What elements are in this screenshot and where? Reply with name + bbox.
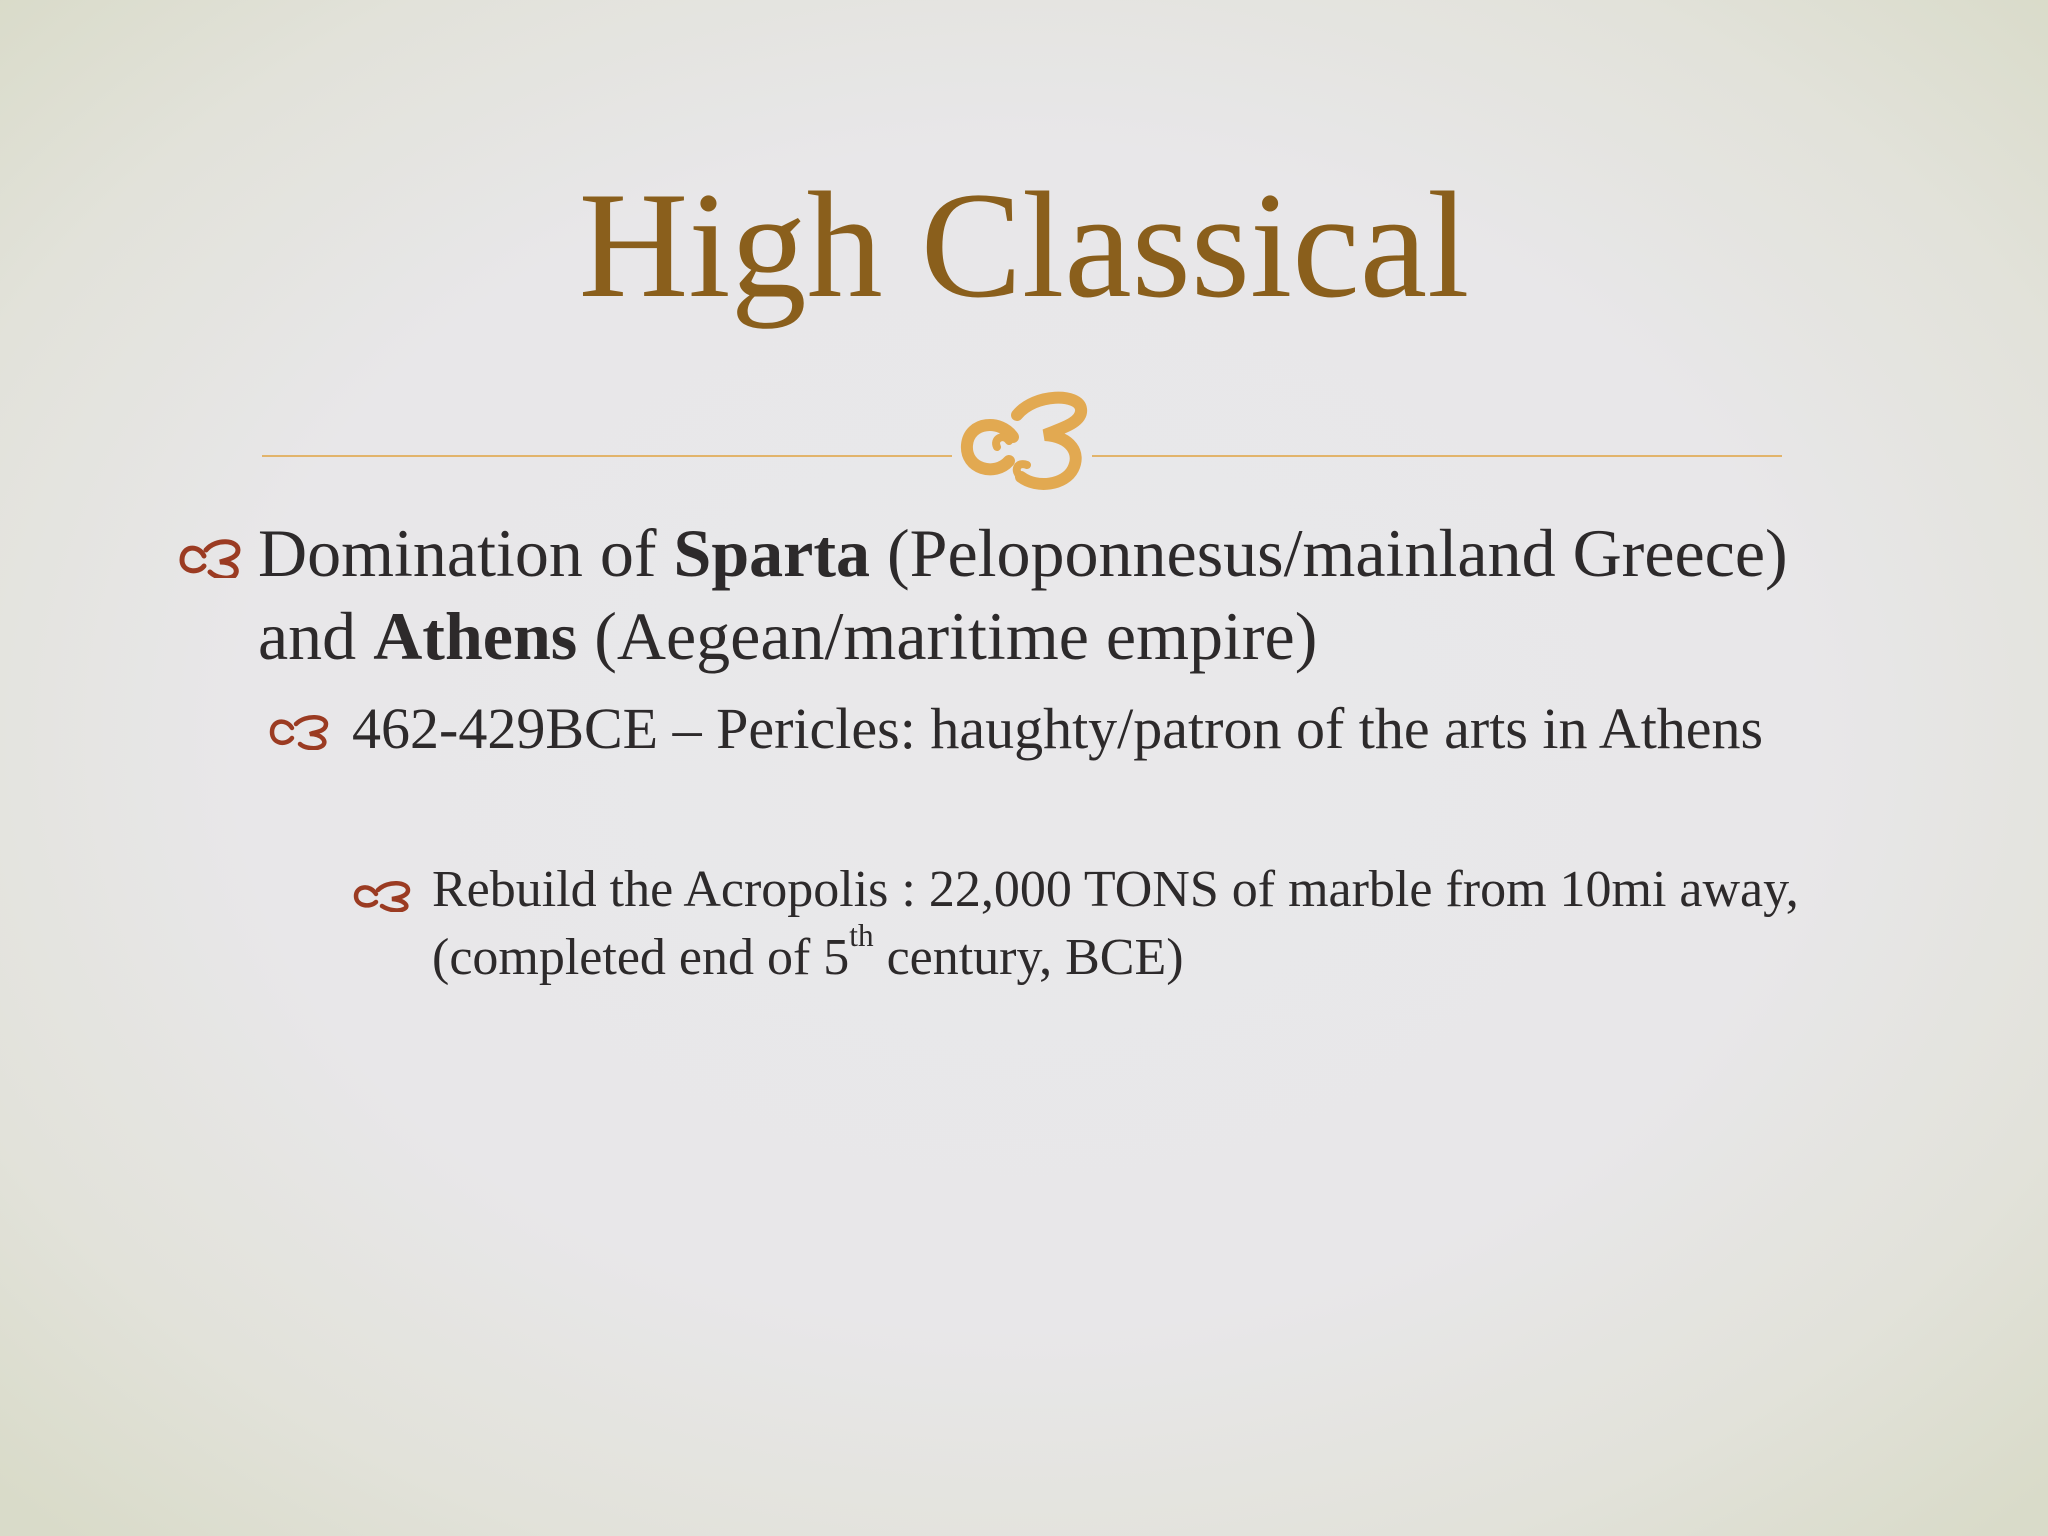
text-segment: century, BCE) [873, 929, 1184, 986]
bullet-level1-text [258, 512, 1798, 678]
bullet-level3-text [432, 856, 1832, 992]
superscript-th: th [849, 917, 874, 953]
slide-title: High Classical [578, 161, 1470, 329]
bold-sparta: Sparta [673, 515, 870, 591]
bullet-level2-text: 462-429BCE – Pericles: haughty/patron of the arts in Athens [352, 696, 1764, 761]
text-segment: (Aegean/maritime empire) [577, 598, 1318, 674]
text-segment: (Peloponnesus/mainland Greece) and [258, 515, 1788, 674]
flourish-bullet-icon [352, 878, 414, 912]
flourish-bullet-icon [178, 536, 244, 578]
flourish-bullet-icon [268, 714, 332, 750]
bold-athens: Athens [373, 598, 578, 674]
text-segment: Domination of [258, 515, 674, 591]
text-segment: Rebuild the Acropolis : 22,000 TONS of marble from 10mi away, (completed end of 5 [432, 861, 1799, 986]
